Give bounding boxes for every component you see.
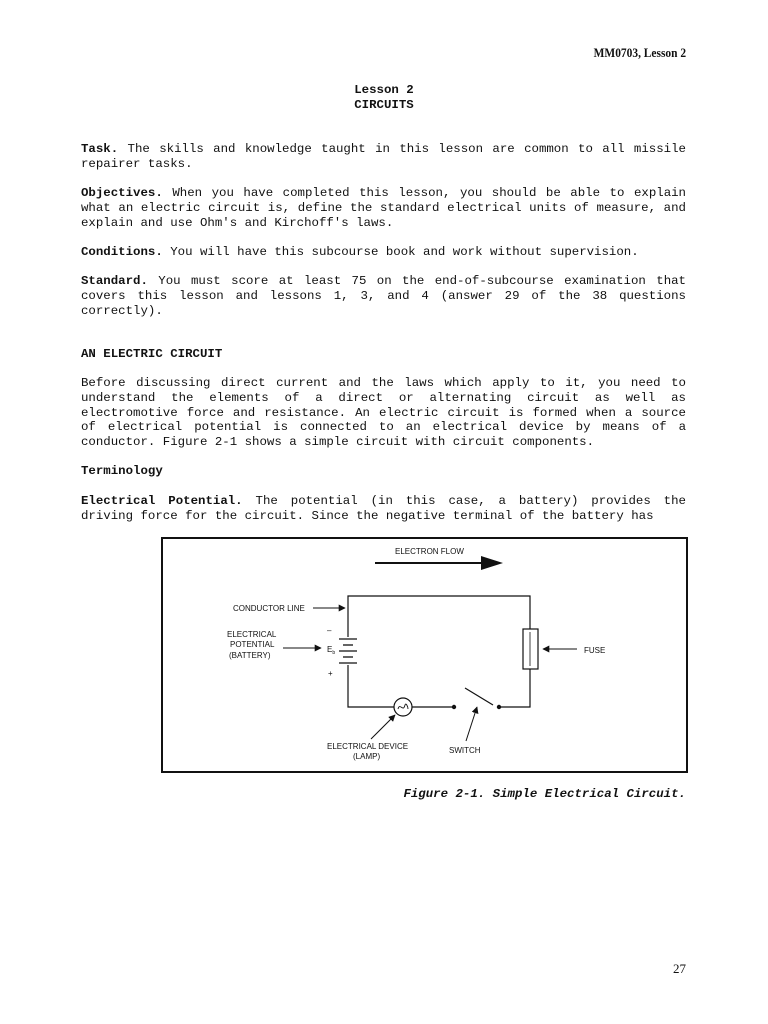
switch-contact-right: [497, 705, 501, 709]
electrical-device-label-line2: (LAMP): [353, 752, 381, 761]
electrical-potential-label: Electrical Potential.: [81, 494, 243, 508]
conditions-label: Conditions.: [81, 245, 163, 259]
battery-eb-label: $E_b$: [327, 645, 336, 656]
electrical-potential-paragraph: [81, 494, 686, 524]
fuse-label: FUSE: [584, 646, 606, 655]
switch-blade: [465, 688, 493, 705]
circuit-diagram: [163, 539, 690, 775]
lesson-topic: CIRCUITS: [354, 97, 414, 112]
page-number: 27: [673, 961, 686, 976]
conditions-text: You will have this subcourse book and work without supervision.: [162, 245, 639, 259]
conductor-line-label: CONDUCTOR LINE: [233, 604, 305, 613]
conductor-wires: [348, 596, 530, 707]
potential-label-line2: POTENTIAL: [230, 640, 275, 649]
battery-plus-sign: +: [328, 669, 333, 678]
circuit-figure: [161, 537, 688, 773]
lesson-number: Lesson 2: [354, 83, 414, 97]
electrical-device-label-line1: ELECTRICAL DEVICE: [327, 742, 409, 751]
objectives-paragraph: [81, 186, 686, 230]
objectives-label: Objectives.: [81, 186, 163, 200]
lamp-symbol: [394, 698, 412, 716]
electrical-potential-text: The potential (in this case, a battery) provides the driving force for the circuit. Since the negative terminal of the battery has: [81, 494, 686, 523]
task-label: Task.: [81, 142, 119, 156]
lesson-title: [0, 83, 768, 113]
standard-text: You must score at least 75 on the end-of-subcourse examination that covers this lesson and lessons 1, 3, and 4 (answer 29 of the 38 questions correctly).: [81, 274, 686, 318]
intro-paragraph: Before discussing direct current and the laws which apply to it, you need to understand the elements of a direct or alternating circuit as well as electromotive force and resistance. An electric circuit is formed when a source of electrical potential is connected to an electrical device by means of a conductor. Figure 2-1 shows a simple circuit with circuit components.: [81, 376, 686, 450]
figure-caption: Figure 2-1. Simple Electrical Circuit.: [403, 787, 686, 801]
potential-label-line3: (BATTERY): [229, 651, 271, 660]
terminology-heading: Terminology: [81, 464, 163, 478]
section-heading: AN ELECTRIC CIRCUIT: [81, 347, 223, 361]
potential-label-line1: ELECTRICAL: [227, 630, 277, 639]
objectives-text: When you have completed this lesson, you should be able to explain what an electric circuit is, define the standard electrical units of measure, and explain and use Ohm's and Kirchoff's laws.: [81, 186, 686, 230]
course-reference: MM0703, Lesson 2: [593, 45, 686, 60]
switch-contact-left: [452, 705, 456, 709]
battery-minus-sign: –: [327, 626, 332, 635]
battery-symbol: [339, 639, 357, 663]
switch-label: SWITCH: [449, 746, 481, 755]
fuse-symbol: [523, 629, 538, 669]
task-text: The skills and knowledge taught in this lesson are common to all missile repairer tasks.: [81, 142, 686, 171]
conditions-paragraph: [81, 245, 686, 260]
electron-flow-label: ELECTRON FLOW: [395, 547, 464, 556]
standard-label: Standard.: [81, 274, 148, 288]
standard-paragraph: [81, 274, 686, 318]
electron-flow-arrowhead: [481, 556, 503, 570]
task-paragraph: [81, 142, 686, 172]
